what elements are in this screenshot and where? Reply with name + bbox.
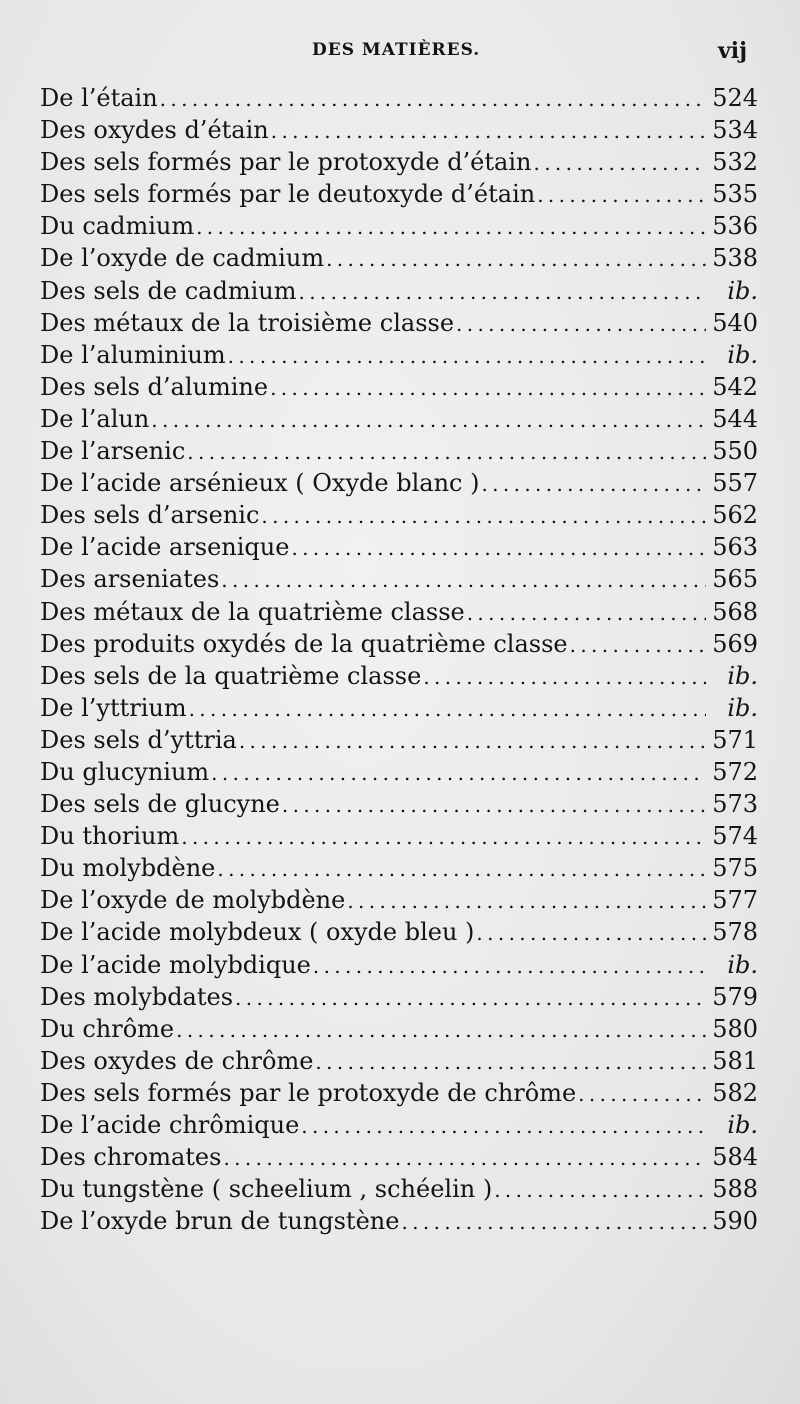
table-of-contents — [40, 82, 758, 1237]
dot-leader — [313, 950, 706, 981]
toc-entry — [40, 884, 758, 916]
toc-entry-page: ib. — [727, 276, 758, 305]
toc-entry-page: 535 — [712, 180, 758, 209]
toc-entry — [40, 949, 758, 981]
toc-entry-title: Des sels d’yttria — [40, 725, 237, 754]
toc-entry — [40, 692, 758, 724]
toc-entry-title: Des molybdates — [40, 982, 234, 1011]
toc-entry-page: 582 — [712, 1078, 758, 1107]
dot-leader — [494, 1174, 706, 1205]
toc-entry-title: Du molybdène — [40, 854, 216, 883]
toc-entry-page: ib. — [727, 693, 758, 722]
toc-entry-title: De l’oxyde de cadmium — [40, 244, 325, 273]
dot-leader — [196, 211, 706, 242]
dot-leader — [187, 436, 706, 467]
toc-entry-page: 590 — [712, 1207, 758, 1236]
toc-entry — [40, 1013, 758, 1045]
toc-entry-title: De l’acide arsenique — [40, 533, 290, 562]
dot-leader — [151, 404, 706, 435]
toc-entry-title: Des sels de cadmium — [40, 276, 297, 305]
toc-entry-title: Des chromates — [40, 1143, 222, 1172]
toc-entry-title: De l’yttrium — [40, 693, 187, 722]
dot-leader — [533, 147, 706, 178]
dot-leader — [235, 982, 706, 1013]
toc-entry — [40, 114, 758, 146]
toc-entry-title: Des oxydes d’étain — [40, 116, 269, 145]
toc-entry-title: Du thorium — [40, 822, 180, 851]
toc-entry-page: 581 — [712, 1046, 758, 1075]
toc-entry — [40, 210, 758, 242]
toc-entry-page: 538 — [712, 244, 758, 273]
dot-leader — [537, 179, 706, 210]
toc-entry-page: 536 — [712, 212, 758, 241]
toc-entry-title: Des sels de glucyne — [40, 790, 280, 819]
toc-entry — [40, 339, 758, 371]
toc-entry-title: De l’étain — [40, 84, 158, 112]
toc-entry — [40, 981, 758, 1013]
toc-entry — [40, 178, 758, 210]
dot-leader — [189, 693, 706, 724]
toc-entry — [40, 82, 758, 114]
dot-leader — [181, 821, 706, 852]
toc-entry — [40, 1205, 758, 1237]
toc-entry — [40, 146, 758, 178]
toc-entry-page: 577 — [712, 886, 758, 915]
toc-entry-page: 575 — [712, 854, 758, 883]
toc-entry — [40, 435, 758, 467]
toc-entry-title: De l’oxyde de molybdène — [40, 886, 346, 915]
toc-entry-title: Du cadmium — [40, 212, 195, 241]
toc-entry-page: 584 — [712, 1143, 758, 1172]
dot-leader — [261, 500, 706, 531]
toc-entry-page: 572 — [712, 757, 758, 786]
toc-entry-title: Des sels d’arsenic — [40, 501, 260, 530]
toc-entry-title: De l’acide molybdique — [40, 950, 311, 979]
toc-entry-page: 579 — [712, 982, 758, 1011]
toc-entry — [40, 1141, 758, 1173]
dot-leader — [211, 757, 706, 788]
toc-entry-title: Des arseniates — [40, 565, 220, 594]
dot-leader — [271, 115, 706, 146]
dot-leader — [160, 83, 706, 114]
toc-entry — [40, 1045, 758, 1077]
toc-entry — [40, 531, 758, 563]
toc-entry-title: De l’acide molybdeux ( oxyde bleu ) — [40, 918, 475, 947]
dot-leader — [299, 276, 707, 307]
toc-entry — [40, 756, 758, 788]
toc-entry — [40, 242, 758, 274]
toc-entry-page: 565 — [712, 565, 758, 594]
toc-entry-page: ib. — [727, 1111, 758, 1139]
toc-entry-page: 569 — [712, 629, 758, 658]
toc-entry-title: Des oxydes de chrôme — [40, 1046, 314, 1075]
dot-leader — [456, 308, 706, 339]
toc-entry-title: Des métaux de la quatrième classe — [40, 597, 465, 626]
toc-entry — [40, 660, 758, 692]
toc-entry — [40, 403, 758, 435]
toc-entry-title: Des sels de la quatrième classe — [40, 661, 422, 690]
dot-leader — [221, 564, 706, 595]
toc-entry-page: 562 — [712, 501, 758, 530]
toc-entry-page: 573 — [712, 790, 758, 819]
dot-leader — [401, 1206, 706, 1237]
toc-entry-page: ib. — [727, 340, 758, 369]
toc-entry-page: ib. — [727, 661, 758, 690]
toc-entry-title: Des sels d’alumine — [40, 372, 269, 401]
toc-entry — [40, 788, 758, 820]
toc-entry-page: 571 — [712, 725, 758, 754]
toc-entry-page: 563 — [712, 533, 758, 562]
toc-entry-page: 550 — [712, 437, 758, 466]
dot-leader — [282, 789, 706, 820]
page-header — [0, 38, 800, 68]
toc-entry — [40, 916, 758, 948]
dot-leader — [326, 243, 706, 274]
toc-entry-page: 574 — [712, 822, 758, 851]
dot-leader — [578, 1078, 706, 1109]
toc-entry-title: Des métaux de la troisième classe — [40, 308, 455, 337]
dot-leader — [315, 1046, 706, 1077]
toc-entry — [40, 275, 758, 307]
running-title: DES MATIÈRES. — [312, 40, 481, 60]
dot-leader — [223, 1142, 706, 1173]
toc-entry — [40, 371, 758, 403]
toc-entry — [40, 1077, 758, 1109]
toc-entry-title: De l’arsenic — [40, 437, 186, 466]
toc-entry-page: 544 — [712, 404, 758, 433]
toc-entry-page: 534 — [712, 116, 758, 145]
dot-leader — [347, 885, 706, 916]
toc-entry — [40, 563, 758, 595]
toc-entry — [40, 852, 758, 884]
toc-entry-page: 540 — [712, 308, 758, 337]
toc-entry — [40, 628, 758, 660]
dot-leader — [239, 725, 706, 756]
dot-leader — [467, 597, 706, 628]
dot-leader — [570, 629, 706, 660]
dot-leader — [176, 1014, 706, 1045]
toc-entry-title: De l’aluminium — [40, 340, 226, 369]
toc-entry-page: 578 — [712, 918, 758, 947]
dot-leader — [217, 853, 706, 884]
toc-entry — [40, 596, 758, 628]
toc-entry-page: 542 — [712, 372, 758, 401]
toc-entry-title: De l’alun — [40, 404, 150, 433]
dot-leader — [423, 661, 706, 692]
toc-entry-title: Du chrôme — [40, 1014, 175, 1043]
toc-entry-title: Des produits oxydés de la quatrième classe — [40, 629, 568, 658]
toc-entry-title: De l’oxyde brun de tungstène — [40, 1207, 400, 1236]
toc-entry-page: 524 — [712, 84, 758, 112]
page-number: vij — [718, 38, 748, 64]
toc-entry-page: 557 — [712, 469, 758, 498]
toc-entry-title: Des sels formés par le protoxyde d’étain — [40, 148, 532, 177]
toc-entry-page: ib. — [727, 950, 758, 979]
toc-entry-page: 568 — [712, 597, 758, 626]
toc-entry — [40, 724, 758, 756]
toc-entry-title: De l’acide arsénieux ( Oxyde blanc ) — [40, 469, 480, 498]
toc-entry-title: Du tungstène ( scheelium , schéelin ) — [40, 1175, 493, 1204]
dot-leader — [301, 1110, 706, 1141]
toc-entry-title: Du glucynium — [40, 757, 210, 786]
toc-entry-page: 532 — [712, 148, 758, 177]
toc-entry — [40, 467, 758, 499]
toc-entry-title: De l’acide chrômique — [40, 1111, 300, 1139]
dot-leader — [291, 532, 706, 563]
toc-entry — [40, 1173, 758, 1205]
dot-leader — [270, 372, 706, 403]
toc-entry-title: Des sels formés par le protoxyde de chrôme — [40, 1078, 577, 1107]
dot-leader — [481, 468, 706, 499]
toc-entry-page: 588 — [712, 1175, 758, 1204]
dot-leader — [476, 917, 706, 948]
toc-entry-page: 580 — [712, 1014, 758, 1043]
toc-entry — [40, 307, 758, 339]
toc-entry-title: Des sels formés par le deutoxyde d’étain — [40, 180, 536, 209]
dot-leader — [228, 340, 706, 371]
toc-entry — [40, 1109, 758, 1141]
toc-entry — [40, 820, 758, 852]
toc-entry — [40, 499, 758, 531]
